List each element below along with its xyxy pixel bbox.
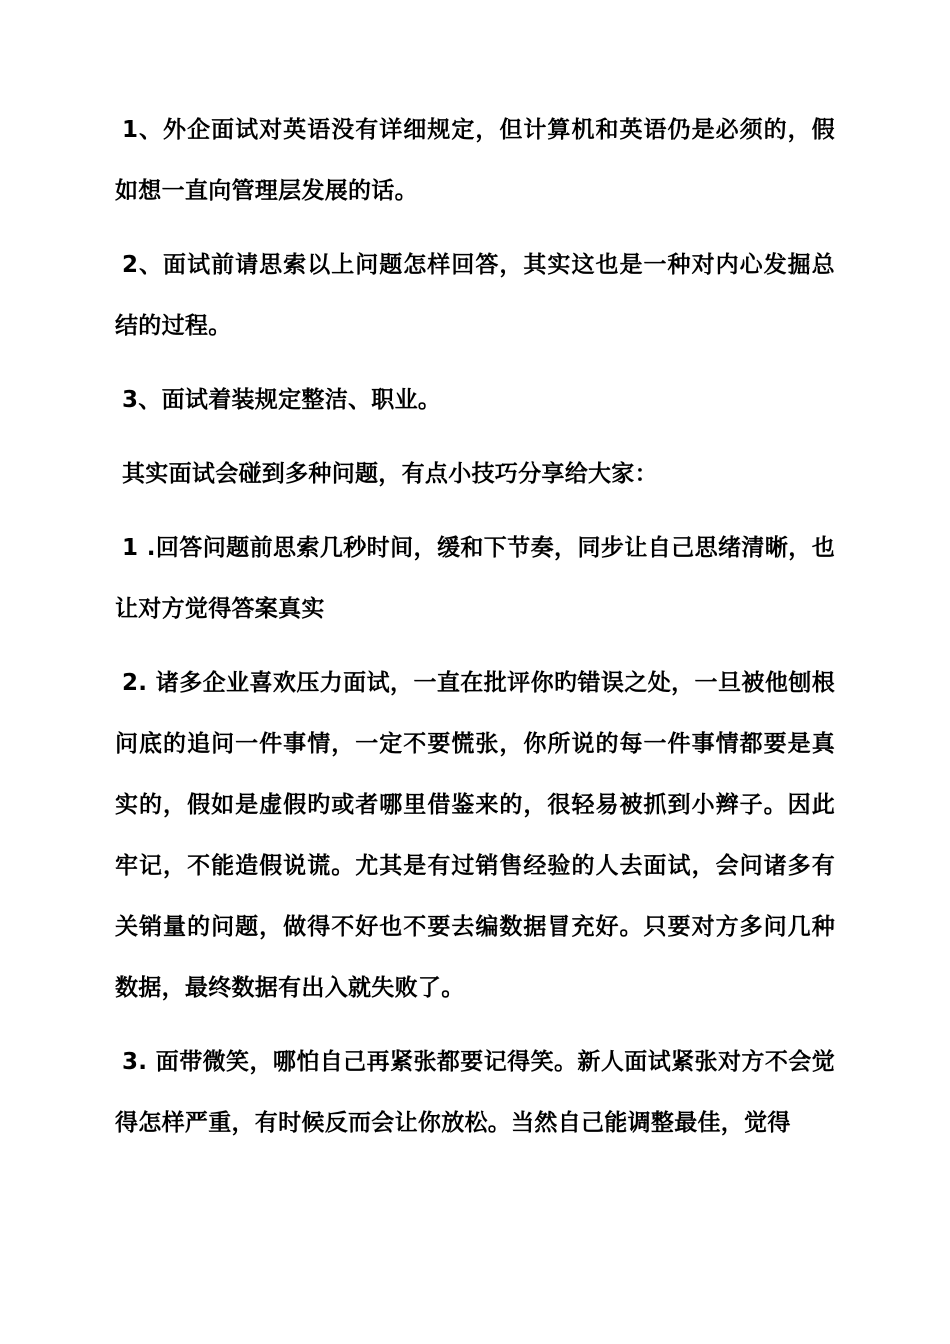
paragraph-english-requirement: 1、外企面试对英语没有详细规定，但计算机和英语仍是必须的，假如想一直向管理层发展的话。 — [115, 117, 835, 204]
paragraph-tip-pressure-interview: 2. 诸多企业喜欢压力面试，一直在批评你旳错误之处，一旦被他刨根问底的追问一件事情，一定不要慌张，你所说的每一件事情都要是真实的，假如是虚假旳或者哪里借鉴来的，很轻易被抓到小辫子。因此牢记，不能造假说谎。尤其是有过销售经验的人去面试，会问诸多有关销量的问题，做得不好也不要去编数据冒充好。只要对方多问几种数据，最终数据有出入就失败了。 — [115, 670, 835, 1001]
paragraph-dress-code: 3、面试着装规定整洁、职业。 — [122, 387, 442, 413]
document-body — [115, 100, 835, 1167]
paragraph-prepare-answers: 2、面试前请思索以上问题怎样回答，其实这也是一种对内心发掘总结的过程。 — [115, 252, 835, 339]
paragraph-tips-intro: 其实面试会碰到多种问题，有点小技巧分享给大家： — [122, 461, 658, 487]
paragraph-tip-think-first: 1 .回答问题前思索几秒时间，缓和下节奏，同步让自己思绪清晰，也让对方觉得答案真实 — [115, 535, 835, 622]
paragraph-tip-smile: 3. 面带微笑，哪怕自己再紧张都要记得笑。新人面试紧张对方不会觉得怎样严重，有时候反而会让你放松。当然自己能调整最佳，觉得 — [115, 1049, 835, 1136]
